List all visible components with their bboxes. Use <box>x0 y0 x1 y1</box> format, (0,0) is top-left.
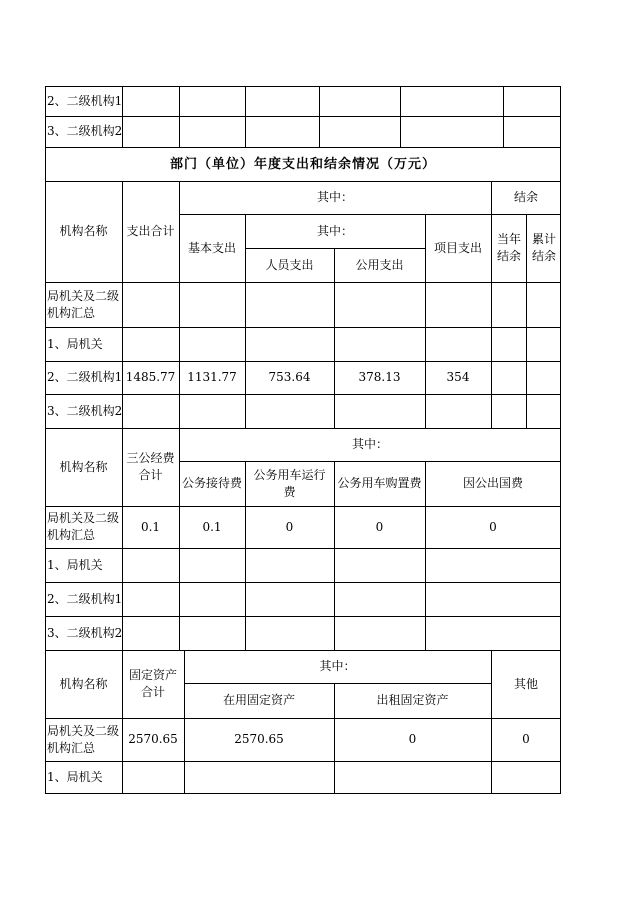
col-header-org-name: 机构名称 <box>59 676 108 691</box>
org-name-cell: 3、二级机构2 <box>47 124 123 138</box>
col-header-basic-expense: 基本支出 <box>187 240 236 255</box>
col-header-org-name: 机构名称 <box>59 459 108 474</box>
basic-expense-value: 1131.77 <box>187 370 237 384</box>
col-header-fixed-assets-total: 固定资产合计 <box>128 668 177 699</box>
col-divider <box>245 86 246 147</box>
col-header-abroad: 因公出国费 <box>462 476 523 490</box>
col-header-current-balance: 当年结余 <box>496 232 521 263</box>
sangong-total-value: 0.1 <box>140 519 161 534</box>
org-name-cell: 局机关及二级机构汇总 <box>47 723 120 755</box>
col-header-org-name: 机构名称 <box>59 224 108 238</box>
car-running-value: 0 <box>285 519 294 534</box>
org-name-cell: 2、二级机构1 <box>47 370 123 384</box>
expense-total-value: 1485.77 <box>125 370 176 384</box>
rented-assets-value: 0 <box>408 732 417 746</box>
personnel-expense-value: 753.64 <box>268 370 311 384</box>
org-name-cell: 1、局机关 <box>47 770 103 784</box>
col-header-rented-assets: 出租固定资产 <box>376 693 449 707</box>
col-header-public: 公用支出 <box>355 257 404 272</box>
org-name-cell: 局机关及二级机构汇总 <box>47 288 120 320</box>
col-divider <box>400 86 401 147</box>
col-header-reception: 公务接待费 <box>181 476 242 490</box>
col-header-car-running: 公务用车运行费 <box>253 467 326 499</box>
col-header-car-purchase: 公务用车购置费 <box>337 476 422 490</box>
col-header-cumulative-balance: 累计结余 <box>531 232 556 263</box>
col-header-other: 其他 <box>513 676 538 691</box>
col-header-in-use-assets: 在用固定资产 <box>222 693 295 707</box>
col-divider <box>245 461 246 650</box>
org-name-cell: 3、二级机构2 <box>47 403 123 418</box>
col-divider <box>503 86 504 147</box>
car-purchase-value: 0 <box>375 519 384 534</box>
col-header-personnel: 人员支出 <box>265 257 314 272</box>
col-header-of-which: 其中： <box>319 659 356 673</box>
col-header-of-which: 其中： <box>351 437 388 451</box>
org-name-cell: 2、二级机构1 <box>47 93 123 108</box>
reception-value: 0.1 <box>202 519 222 534</box>
col-divider <box>491 181 492 428</box>
project-expense-value: 354 <box>446 370 470 384</box>
col-header-of-which: 其中： <box>316 190 353 204</box>
col-divider <box>179 86 180 147</box>
org-name-cell: 1、局机关 <box>47 557 103 572</box>
other-assets-value: 0 <box>522 732 530 746</box>
abroad-value: 0 <box>489 519 497 534</box>
public-expense-value: 378.13 <box>358 370 401 384</box>
org-name-cell: 局机关及二级机构汇总 <box>47 511 120 542</box>
fixed-assets-total-value: 2570.65 <box>128 732 178 746</box>
org-name-cell: 1、局机关 <box>47 336 103 351</box>
col-header-project: 项目支出 <box>433 240 482 255</box>
org-name-cell: 3、二级机构2 <box>47 625 123 640</box>
expense-section-title: 部门（单位）年度支出和结余情况（万元） <box>169 156 436 172</box>
col-header-of-which-sub: 其中： <box>316 223 353 238</box>
org-name-cell: 2、二级机构1 <box>47 591 123 606</box>
in-use-assets-value: 2570.65 <box>234 732 284 746</box>
col-header-expense-total: 支出合计 <box>126 224 175 238</box>
col-divider <box>319 86 320 147</box>
col-header-sangong-total: 三公经费合计 <box>126 451 175 482</box>
col-divider <box>526 214 527 428</box>
col-header-balance: 结余 <box>513 190 538 204</box>
